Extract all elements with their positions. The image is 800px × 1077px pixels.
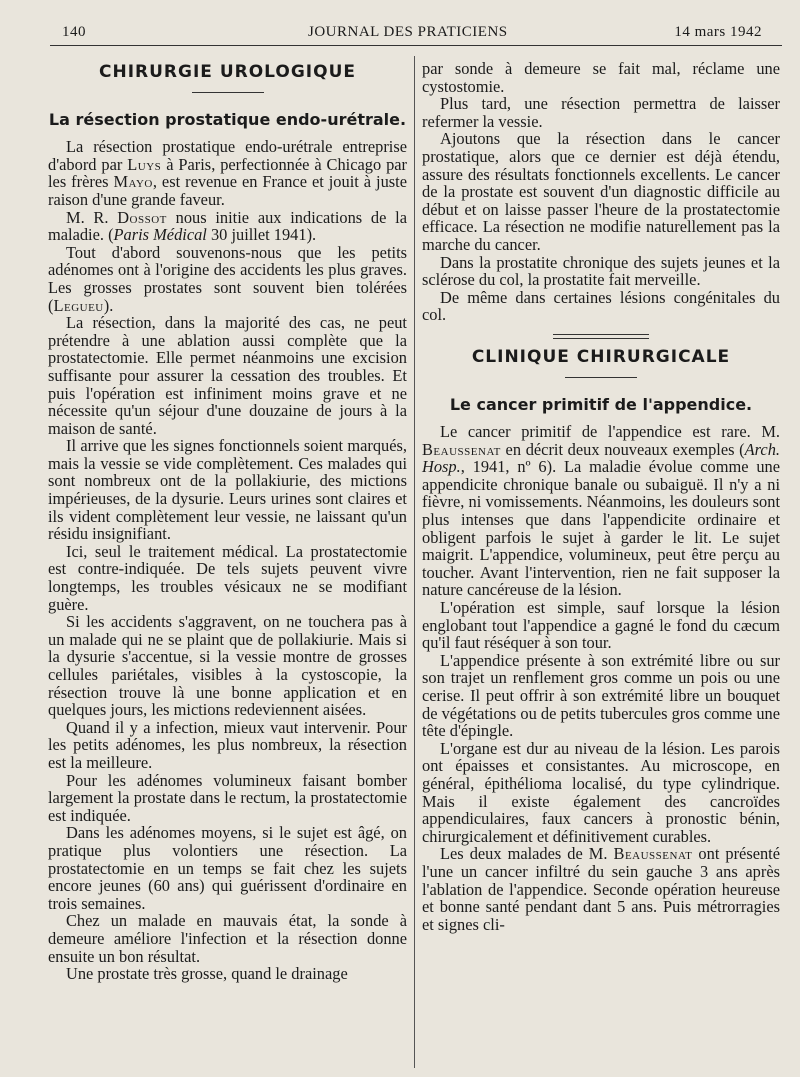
section-separator <box>553 334 649 339</box>
paragraph: Pour les adénomes volumineux faisant bomber largement la prostate dans le rectum, la prostatectomie est indiquée. <box>48 770 407 825</box>
paragraph: Dans les adénomes moyens, si le sujet est âgé, on pratique plus volontiers une résection. La prostatectomie en un temps se fait chez les sujets encore jeunes (60 ans) qui guérissent d'ordinaire en trois semaines. <box>48 823 407 913</box>
paragraph: par sonde à demeure se fait mal, réclame une cystostomie. <box>422 59 780 96</box>
reference: Arch. Hosp. <box>422 439 780 477</box>
author-name: Dossot <box>117 207 167 227</box>
paragraph: Une prostate très grosse, quand le drainage <box>66 964 348 984</box>
paragraph: Ajoutons que la résection dans le cancer prostatique, alors que ce dernier est déjà étendu, assure des résultats fonctionnels excellents. Le cancer de la prostate est souvent d'un diagnostic difficile au début et on laisse passer l'heure de la prostatectomie efficace. La résection ne modifie naturellement pas la marche du cancer. <box>422 129 780 254</box>
paragraph: Si les accidents s'aggravent, on ne touchera pas à un malade qui ne se plaint que de pollakiurie. Mais si la dysurie s'accentue, si la vessie montre de grosses cellules pariétales, visibles à la cystoscopie, la résection trouve là une bonne application et en quelques jours, les mictions redeviennent aisées. <box>48 612 407 720</box>
paragraph: L'opération est simple, sauf lorsque la lésion englobant tout l'appendice a gagné le fond du cæcum qu'il faut réséquer à son tour. <box>422 598 780 653</box>
author-name: Mayo <box>113 172 153 192</box>
paragraph: L'organe est dur au niveau de la lésion. Les parois ont épaisses et consistantes. Au microscope, en général, épithélioma localisé, du type cylindrique. Mais il existe également des cancroïdes appendiculaires, faux cancers à pronostic bénin, chirurgicalement et définitivement curables. <box>422 738 780 846</box>
author-name: Luys <box>127 154 162 174</box>
paragraph: L'appendice présente à son extrémité libre ou sur son trajet un renflement gros comme un pois ou une cerise. Il peut offrir à son extrémité libre un bouquet de végétations ou de petits tubercules gros comme une tête d'épingle. <box>422 650 780 741</box>
section-title: CLINIQUE CHIRURGICALE <box>471 346 731 367</box>
paragraph: Chez un malade en mauvais état, la sonde à demeure améliore l'infection et la résection donne ensuite un bon résultat. <box>48 911 407 966</box>
paragraph: Il arrive que les signes fonctionnels soient marqués, mais la vessie se vide complètement. Ces malades qui sont nombreux ont de la pollakiurie, des mictions impérieuses, de la dysurie. Leurs urines sont claires et ils vident complètement leur vessie, ne laissant qu'un résidu insignifiant. <box>48 436 407 544</box>
left-column <box>48 60 407 983</box>
article-title: Le cancer primitif de l'appendice. <box>449 394 753 414</box>
author-name: Beaussenat <box>613 844 693 864</box>
section-rule <box>192 92 264 93</box>
paragraph: De même dans certaines lésions congénitales du col. <box>422 287 780 325</box>
paragraph: Tout d'abord souvenons-nous que les petits adénomes ont à l'origine des accidents les plus graves. Les grosses prostates sont souvent bien tolérées (Legueu). <box>48 242 407 315</box>
article-title: La résection prostatique endo-urétrale. <box>48 109 407 129</box>
paragraph: Plus tard, une résection permettra de laisser refermer la vessie. <box>422 94 780 131</box>
paragraph: Dans la prostatite chronique des sujets jeunes et la sclérose du col, la prostatite fait merveille. <box>422 252 780 290</box>
page-header <box>50 20 770 48</box>
section-rule <box>565 377 637 378</box>
paragraph: M. R. Dossot nous initie aux indications de la maladie. (Paris Médical 30 juillet 1941). <box>48 207 407 245</box>
paragraph: La résection prostatique endo-urétrale entreprise d'abord par Luys à Paris, perfectionnée à Chicago par les frères Mayo, est revenue en France et jouit à juste raison d'une grande faveur. <box>48 137 407 209</box>
right-column <box>422 60 780 933</box>
journal-title: JOURNAL DES PRATICIENS <box>308 24 508 40</box>
header-rule <box>50 45 782 46</box>
author-name: Legueu <box>53 295 104 315</box>
reference: Paris Médical <box>113 225 207 245</box>
paragraph: Les deux malades de M. Beaussenat ont présenté l'une un cancer infiltré du sein gauche 3 ans après l'ablation de l'appendice. Seconde opération heureuse et bonne santé pendant dant 5 ans. Puis métrorragies et signes cli- <box>422 844 781 934</box>
author-name: Beaussenat <box>422 439 501 459</box>
paragraph: La résection, dans la majorité des cas, ne peut prétendre à une ablation aussi complète que la prostatectomie. Elle permet néanmoins une excision suffisante pour assurer la cessation des troubles. Et puis l'opération est infiniment moins grave et ne nécessite qu'un séjour d'une douzaine de jours à la maison de santé. <box>48 313 407 438</box>
column-divider <box>414 56 415 1068</box>
paragraph: Le cancer primitif de l'appendice est rare. M. Beaussenat en décrit deux nouveaux exemples (Arch. Hosp., 1941, nº 6). La maladie évolue comme une appendicite chronique banale ou subaiguë. Il n'y a ni fièvre, ni vomissements. Néanmoins, les douleurs sont plus intenses que dans l'appendicite ordinaire et obligent parfois le sujet à garder le lit. Le sujet maigrit. L'appendice, volumineux, peut être perçu au toucher. Avant l'intervention, rien ne fait supposer la nature cancéreuse de la lésion. <box>422 422 780 600</box>
page-number: 140 <box>62 24 86 40</box>
paragraph: Ici, seul le traitement médical. La prostatectomie est contre-indiquée. De tels sujets peuvent vivre longtemps, les troubles vésicaux ne se modifiant guère. <box>48 541 407 614</box>
paragraph: Quand il y a infection, mieux vaut intervenir. Pour les petits adénomes, les plus nombreux, la résection est la meilleure. <box>48 717 407 772</box>
section-title: CHIRURGIE UROLOGIQUE <box>99 62 356 82</box>
issue-date: 14 mars 1942 <box>674 24 762 40</box>
